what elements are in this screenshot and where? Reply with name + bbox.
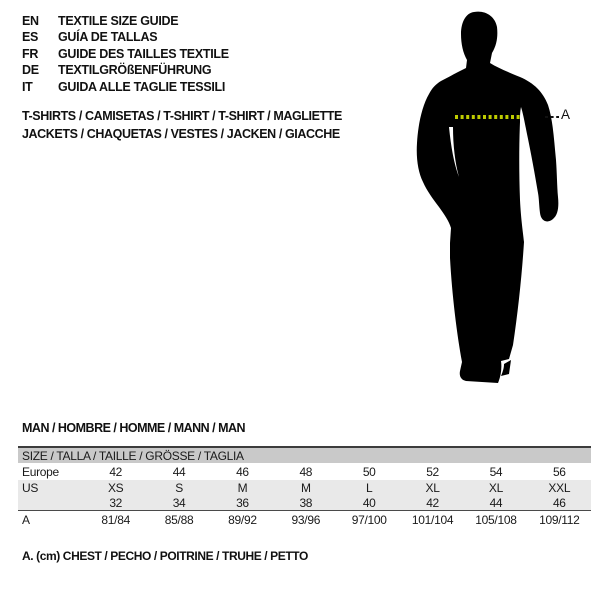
table-cell: 34 — [147, 495, 210, 511]
garment-line-tshirts: T-SHIRTS / CAMISETAS / T-SHIRT / T-SHIRT / MAGLIETTE — [22, 109, 342, 123]
row-label: A — [22, 512, 30, 527]
table-cell: 109/112 — [539, 512, 580, 527]
table-cell: XL — [464, 480, 527, 495]
language-label: TEXTILE SIZE GUIDE — [58, 14, 179, 28]
table-header-label: SIZE / TALLA / TAILLE / GRÖSSE / TAGLIA — [18, 447, 591, 463]
table-cell: 97/100 — [351, 512, 387, 527]
table-cell: 101/104 — [411, 512, 454, 527]
row-label: Europe — [22, 464, 59, 479]
man-back-foot — [501, 360, 511, 376]
table-cell: 54 — [489, 464, 503, 479]
table-row-us-numeric — [18, 495, 591, 511]
table-cell: XXL — [528, 480, 591, 495]
table-cell: XL — [401, 480, 464, 495]
language-code: ES — [22, 30, 39, 45]
table-cell: 46 — [236, 464, 249, 479]
table-cell: M — [274, 480, 337, 495]
table-cell: XS — [84, 480, 147, 495]
language-code: EN — [22, 14, 39, 28]
table-cell: 105/108 — [475, 512, 517, 527]
table-cell: 40 — [338, 495, 401, 511]
table-cell: 32 — [84, 495, 147, 511]
table-row-europe — [18, 463, 591, 480]
table-cell: 52 — [426, 464, 439, 479]
table-cell: 44 — [172, 464, 186, 479]
table-row-us — [18, 480, 591, 495]
table-cell: 81/84 — [101, 512, 130, 527]
table-cell: 44 — [464, 495, 527, 511]
section-title-man: MAN / HOMBRE / HOMME / MANN / MAN — [22, 421, 246, 435]
table-cell: 93/96 — [291, 512, 321, 527]
size-table — [18, 446, 591, 528]
row-label: US — [18, 480, 84, 495]
man-body-silhouette — [417, 12, 559, 383]
table-cell: 50 — [362, 464, 376, 479]
table-cell: 42 — [401, 495, 464, 511]
table-cell: 56 — [552, 464, 566, 479]
language-label: TEXTILGRÖßENFÜHRUNG — [58, 63, 212, 78]
table-cell: L — [338, 480, 401, 495]
language-label: GUIDE DES TAILLES TEXTILE — [58, 46, 229, 61]
measurement-footnote: A. (cm) CHEST / PECHO / POITRINE / TRUHE / PETTO — [22, 549, 308, 563]
table-cell: 42 — [109, 464, 123, 479]
table-cell: M — [211, 480, 274, 495]
table-cell: 85/88 — [164, 512, 194, 527]
table-cell: 89/92 — [228, 512, 257, 527]
language-code: IT — [22, 79, 33, 94]
table-cell: 46 — [528, 495, 591, 511]
language-label: GUÍA DE TALLAS — [58, 30, 158, 45]
measure-label-a: A — [561, 107, 571, 122]
language-code: DE — [22, 63, 39, 78]
table-cell: 48 — [299, 464, 313, 479]
table-cell: 36 — [211, 495, 274, 511]
garment-line-jackets: JACKETS / CHAQUETAS / VESTES / JACKEN / GIACCHE — [22, 126, 340, 141]
table-cell: 38 — [274, 495, 337, 511]
language-code: FR — [22, 46, 39, 61]
row-label — [18, 495, 84, 511]
table-header-row — [18, 447, 591, 463]
table-cell: S — [147, 480, 210, 495]
language-label: GUIDA ALLE TAGLIE TESSILI — [58, 79, 226, 94]
table-row-chest-a — [18, 511, 591, 529]
